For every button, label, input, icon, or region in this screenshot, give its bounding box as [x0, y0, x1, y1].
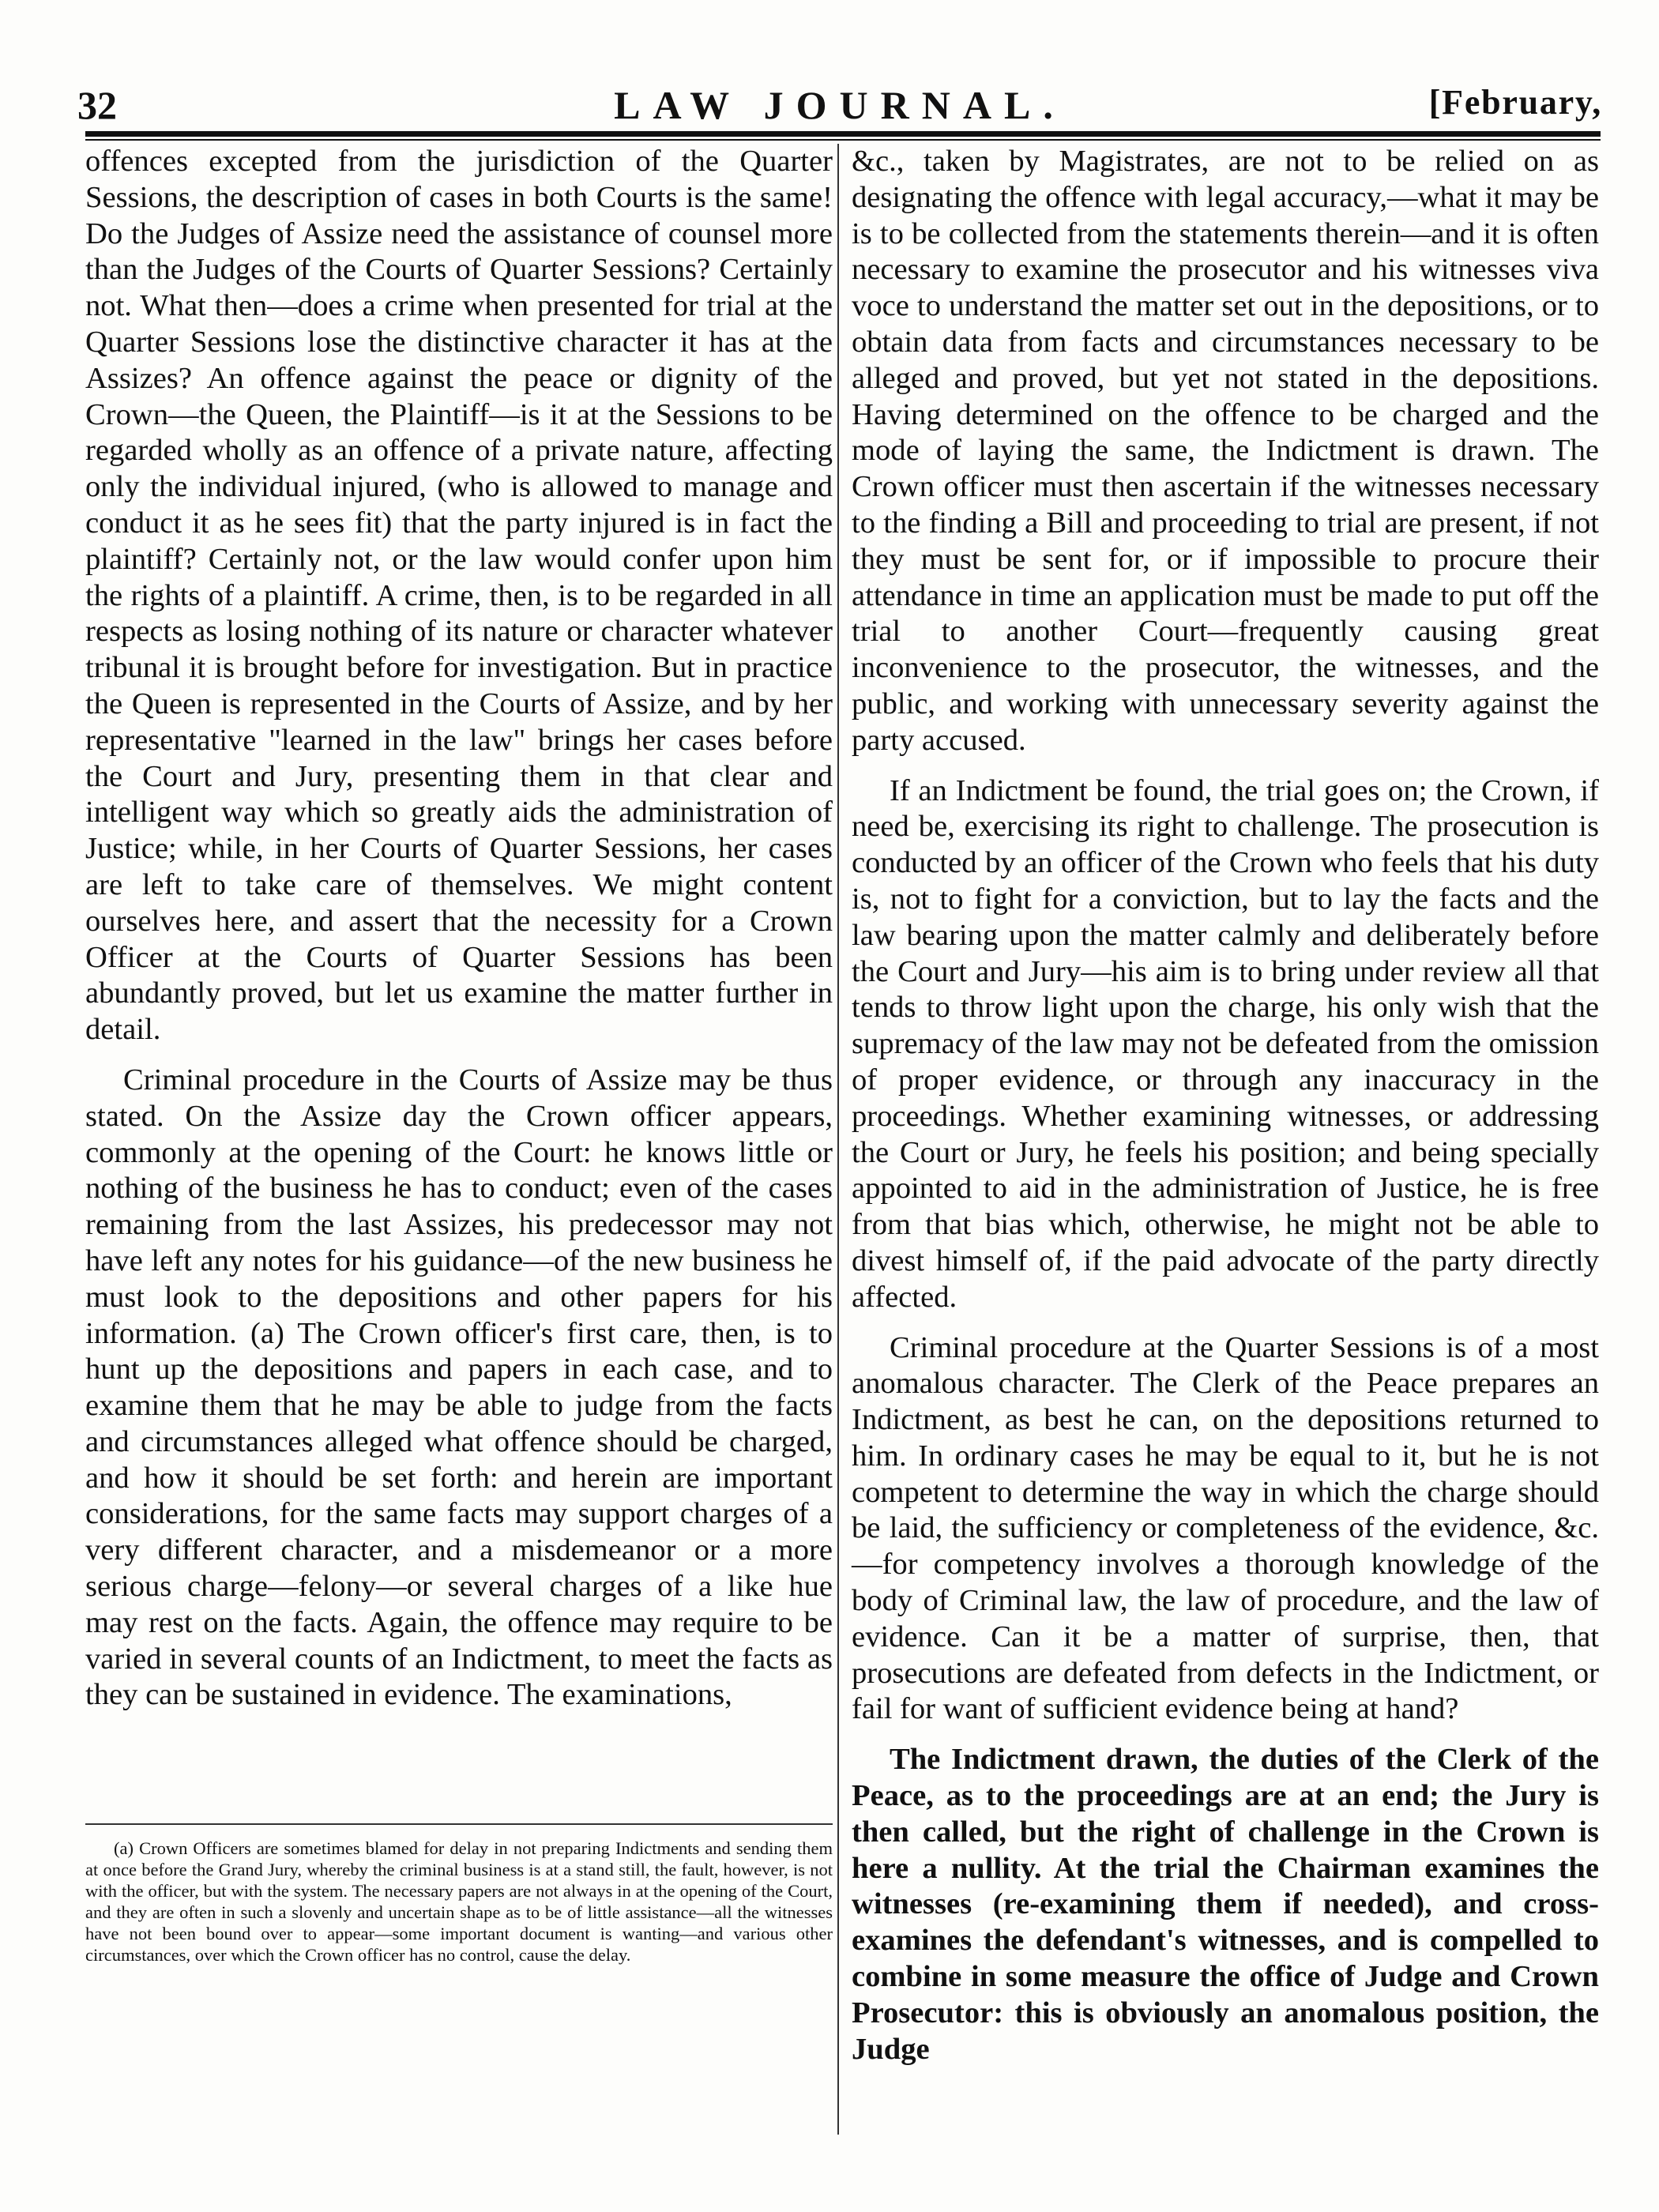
paragraph: The Indictment drawn, the duties of the Clerk of the Peace, as to the proceedings are at an end; the Jury is then called, but the right of challenge in the Crown is here a nullity. At the trial the Chairman examines the witnesses (re-examining them if needed), and cross-examines the defendant's witnesses, and is compelled to combine in some measure the office of Judge and Crown Prosecutor: this is obviously an anomalous position, the Judge — [852, 1743, 1599, 2066]
header-rule-thin — [85, 139, 1601, 141]
running-month: [February, — [1428, 83, 1602, 122]
journal-title: LAW JOURNAL. — [614, 83, 1066, 127]
paragraph: offences excepted from the jurisdiction of the Quarter Sessions, the description of cases in both Courts is the same! Do the Judges of Assize need the assistance of counsel more than the Judges of the Courts of Quarter Sessions? Certainly not. What then—does a crime when presented for trial at the Quarter Sessions lose the distinctive character it has at the Assizes? An offence against the peace or dignity of the Crown—the Queen, the Plaintiff—is it at the Sessions to be regarded wholly as an offence of a private nature, affecting only the individual injured, (who is allowed to manage and conduct it as he sees fit) that the party injured is in fact the plaintiff? Certainly not, or the law would confer upon him the rights of a plaintiff. A crime, then, is to be regarded in all respects as losing nothing of its nature or character whatever tribunal it is brought before for investigation. But in practice the Queen is represented in the Courts of Assize, and by her representative "learned in the law" brings her cases before the Court and Jury, presenting them in that clear and intelligent way which so greatly aids the administration of Justice; while, in her Courts of Quarter Sessions, her cases are left to take care of themselves. We might content ourselves here, and assert that the necessity for a Crown Officer at the Courts of Quarter Sessions has been abundantly proved, but let us examine the matter further in detail. — [85, 145, 833, 1047]
footnote-text: (a) Crown Officers are sometimes blamed for delay in not preparing Indictments and sending them at once before the Grand Jury, whereby the criminal business is at a stand still, the fault, however, is not with the officer, but with the system. The necessary papers are not always in at the opening of the Court, and they are often in such a slovenly and uncertain shape as to be of little assistance—all the witnesses have not been bound over to appear—some important document is wanting—and various other circumstances, over which the Crown officer has no control, cause the delay. — [85, 1838, 833, 1965]
page-number: 32 — [77, 83, 117, 127]
footnote — [85, 1838, 833, 1966]
paragraph: Criminal procedure in the Courts of Assize may be thus stated. On the Assize day the Crown officer appears, commonly at the opening of the Court: he knows little or nothing of the business he has to conduct; even of the cases remaining from the last Assizes, his predecessor may not have left any notes for his guidance—of the new business he must look to the depositions and other papers for his information. (a) The Crown officer's first care, then, is to hunt up the depositions and papers in each case, and to examine them that he may be able to judge from the facts and circumstances alleged what offence should be charged, and how it should be set forth: and herein are important considerations, for the same facts may support charges of a very different character, and a misdemeanor or a more serious charge—felony—or several charges of a like hue may rest on the facts. Again, the offence may require to be varied in several counts of an Indictment, to meet the facts as they can be sustained in evidence. The examinations, — [85, 1063, 833, 1712]
right-column — [852, 144, 1599, 2067]
left-column — [85, 144, 833, 1714]
footnote-rule — [85, 1823, 833, 1825]
paragraph: Criminal procedure at the Quarter Sessions is of a most anomalous character. The Clerk of the Peace prepares an Indictment, as best he can, on the depositions returned to him. In ordinary cases he may be equal to it, but he is not competent to determine the way in which the charge should be laid, the sufficiency or completeness of the evidence, &c.—for competency involves a thorough knowledge of the body of Criminal law, the law of procedure, and the law of evidence. Can it be a matter of surprise, then, that prosecutions are defeated from defects in the Indictment, or fail for want of sufficient evidence being at hand? — [852, 1330, 1599, 1726]
paragraph: If an Indictment be found, the trial goes on; the Crown, if need be, exercising its right to challenge. The prosecution is conducted by an officer of the Crown who feels that his duty is, not to fight for a conviction, but to lay the facts and the law bearing upon the matter calmly and deliberately before the Court and Jury—his aim is to bring under review all that tends to throw light upon the charge, his only wish that the supremacy of the law may not be defeated from the omission of proper evidence, or through any inaccuracy in the proceedings. Whether examining witnesses, or addressing the Court or Jury, he feels his position; and being specially appointed to aid in the administration of Justice, he is free from that bias which, otherwise, he might not be able to divest himself of, if the paid advocate of the party directly affected. — [852, 773, 1599, 1314]
header-rule — [85, 131, 1601, 137]
paragraph: &c., taken by Magistrates, are not to be relied on as designating the offence with legal accuracy,—what it may be is to be collected from the statements therein—and it is often necessary to examine the prosecutor and his witnesses viva voce to understand the matter set out in the depositions, or to obtain data from facts and circumstances necessary to be alleged and proved, but yet not stated in the depositions. Having determined on the offence to be charged and the mode of laying the same, the Indictment is drawn. The Crown officer must then ascertain if the witnesses necessary to the finding a Bill and proceeding to trial are present, if not they must be sent for, or if impossible to procure their attendance in time an application must be made to put off the trial to another Court—frequently causing great inconvenience to the prosecutor, the witnesses, and the public, and working with unnecessary severity against the party accused. — [852, 145, 1599, 757]
column-divider — [837, 144, 839, 2135]
page-header — [77, 82, 1602, 130]
